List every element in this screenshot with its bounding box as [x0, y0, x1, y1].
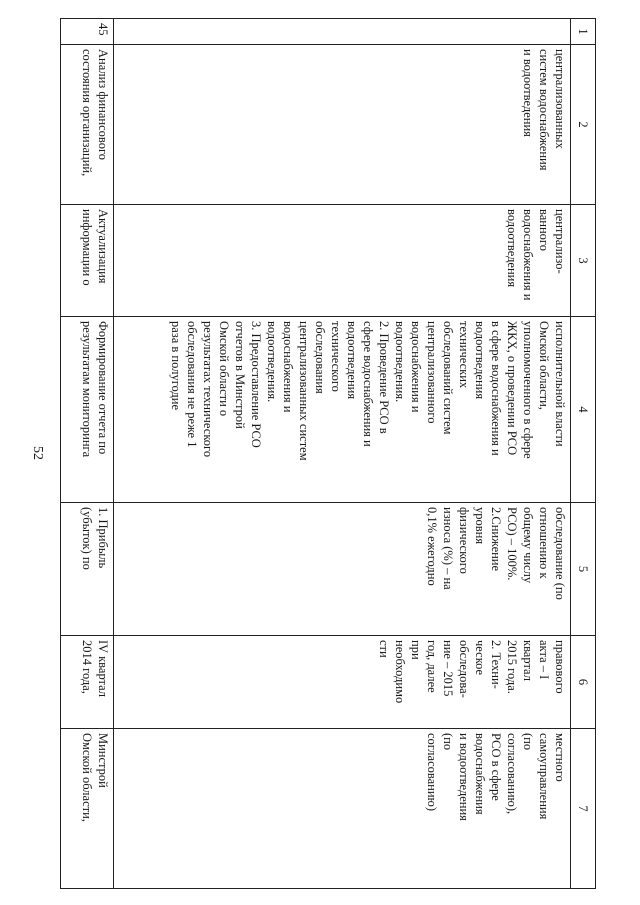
column-number-1: 1	[571, 19, 596, 45]
column-number-6: 6	[571, 636, 596, 729]
page-number: 52	[30, 446, 45, 460]
task-cell: централизо- ванного водоснабжения и водоотведения	[114, 205, 571, 317]
indicators-cell: 1. Прибыль (убыток) по	[61, 503, 114, 636]
deadline-cell: IV квартал 2014 года,	[61, 636, 114, 729]
indicators-cell: обследование (по отношению к общему числу РСО) – 100%. 2.Снижение уровня физического износа (%) – на 0,1% ежегодно	[114, 503, 571, 636]
column-number-5: 5	[571, 503, 596, 636]
column-number-4: 4	[571, 317, 596, 503]
table-row	[61, 19, 114, 889]
column-number-row	[571, 19, 596, 889]
table-row	[114, 19, 571, 889]
column-number-2: 2	[571, 45, 596, 205]
actions-cell: исполнительной власти Омской области, уполномоченного в сфере ЖКХ, о проведении РСО в сфере водоснабжения и водоотведения технических обследований систем централизованного водоснабжения и водоотведения. 2. Проведение РСО в сфере водоснабжения и водоотведения технического обследования централизованных систем водоснабжения и водоотведения. 3. Предоставление РСО отчетов в Минстрой Омской области о результатах технического обследования не реже 1 раза в полугодие	[114, 317, 571, 503]
row-number-cell: 45	[61, 19, 114, 45]
measure-name-cell: Анализ финансового состояния организаций,	[61, 45, 114, 205]
deadline-cell: правового акта – I квартал 2015 года. 2. Техни- ческое обследова- ние – 2015 год, далее при необходимо сти	[114, 636, 571, 729]
column-number-7: 7	[571, 729, 596, 889]
measure-name-cell: централизованных систем водоснабжения и водоотведения	[114, 45, 571, 205]
measures-table	[60, 18, 596, 889]
responsible-cell: местного самоуправления (по согласованию), РСО в сфере водоснабжения и водоотведения (по согласованию)	[114, 729, 571, 889]
rotated-table-wrapper	[64, 18, 596, 888]
task-cell: Актуализация информации о	[61, 205, 114, 317]
actions-cell: Формирование отчета по результатам мониторинга	[61, 317, 114, 503]
row-number-cell	[114, 19, 571, 45]
responsible-cell: Минстрой Омской области,	[61, 729, 114, 889]
column-number-3: 3	[571, 205, 596, 317]
